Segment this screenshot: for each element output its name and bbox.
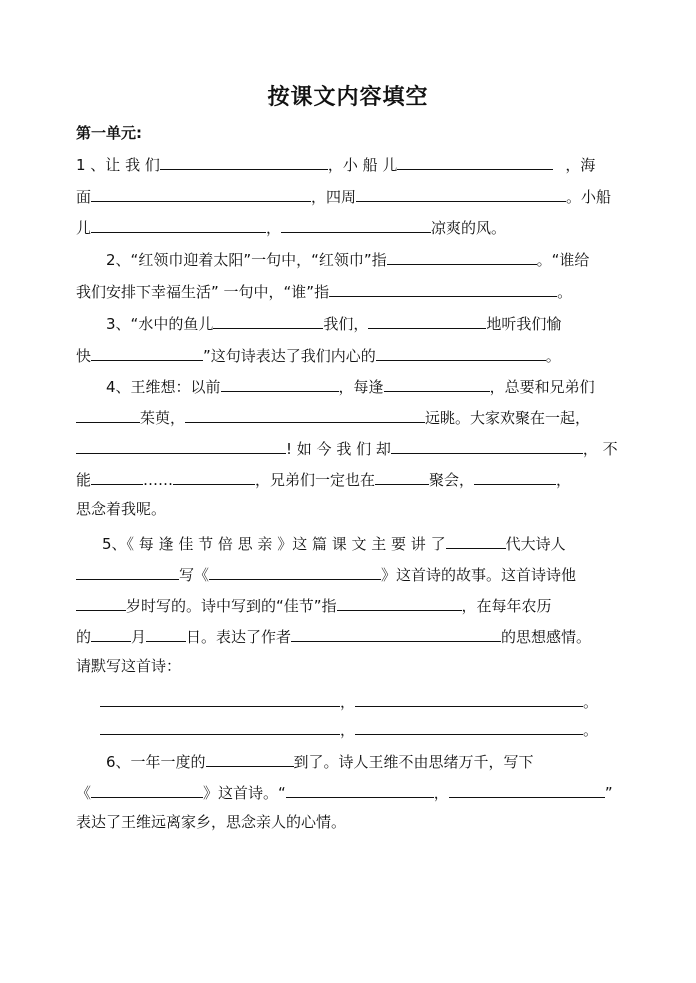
q4-line-2: 茱萸， 远眺。大家欢聚在一起，: [76, 405, 590, 427]
q5-line-2: 写《 》这首诗的故事。这首诗诗他: [76, 562, 576, 584]
q4-line-4: 能 …… ，兄弟们一定也在 聚会， ，: [76, 467, 571, 489]
blank[interactable]: [355, 717, 583, 735]
blank[interactable]: [173, 467, 255, 485]
blank[interactable]: [291, 624, 501, 642]
blank[interactable]: [368, 311, 486, 329]
blank[interactable]: [91, 467, 143, 485]
q6-line-1: 6、一年一度的 到了。诗人王维不由思绪万千，写下: [106, 749, 534, 771]
blank[interactable]: [91, 780, 203, 798]
blank[interactable]: [91, 184, 311, 202]
blank[interactable]: [446, 531, 506, 549]
blank[interactable]: [76, 562, 179, 580]
page-title: 按课文内容填空: [267, 84, 429, 110]
q5-line-3: 岁时写的。诗中写到的“佳节”指 ，在每年农历: [76, 593, 552, 615]
blank[interactable]: [100, 717, 340, 735]
blank[interactable]: [337, 593, 462, 611]
q5-line-4: 的 月 日。表达了作者 的思想感情。: [76, 624, 591, 646]
q6-line-2: 《 》这首诗。“ ， ”: [76, 780, 613, 802]
blank[interactable]: [474, 467, 556, 485]
blank[interactable]: [286, 780, 434, 798]
q4-line-3: ! 如 今 我 们 却 ， 不: [76, 436, 620, 458]
poem-line-2: ， 。: [100, 717, 598, 739]
blank[interactable]: [375, 467, 429, 485]
blank[interactable]: [76, 593, 126, 611]
q2-line-1: 2、“红领巾迎着太阳”一句中，“红领巾”指 。“谁给: [106, 247, 589, 269]
q5-line-1: 5、《 每 逢 佳 节 倍 思 亲 》这 篇 课 文 主 要 讲 了 代大诗人: [102, 531, 566, 553]
q3-line-1: 3、“水中的鱼儿 我们， 地听我们愉: [106, 311, 561, 333]
blank[interactable]: [91, 343, 203, 361]
blank[interactable]: [209, 562, 381, 580]
blank[interactable]: [391, 436, 583, 454]
q2-line-2: 我们安排下幸福生活” 一句中，“谁”指 。: [76, 279, 572, 301]
blank[interactable]: [329, 279, 557, 297]
q3-line-2: 快 ”这句诗表达了我们内心的 。: [76, 343, 561, 365]
q4-line-1: 4、王维想：以前 ，每逢 ，总要和兄弟们: [106, 374, 595, 396]
blank[interactable]: [387, 247, 537, 265]
q1-line-1: 1 、让 我 们 ，小 船 儿 ，海: [76, 152, 620, 174]
q5-line-5: 请默写这首诗：: [76, 657, 182, 675]
blank[interactable]: [100, 689, 340, 707]
blank[interactable]: [449, 780, 605, 798]
q1-line-2: 面 ，四周 。小船: [76, 184, 620, 206]
q4-line-5: 思念着我呢。: [76, 500, 167, 518]
blank[interactable]: [397, 152, 553, 170]
unit-heading: 第一单元:: [76, 124, 142, 142]
blank[interactable]: [221, 374, 339, 392]
q1-line-3: 儿 ， 凉爽的风。: [76, 215, 506, 237]
blank[interactable]: [376, 343, 546, 361]
blank[interactable]: [76, 405, 140, 423]
q6-line-3: 表达了王维远离家乡，思念亲人的心情。: [76, 813, 347, 831]
blank[interactable]: [185, 405, 425, 423]
poem-line-1: ， 。: [100, 689, 598, 711]
blank[interactable]: [91, 624, 131, 642]
blank[interactable]: [355, 689, 583, 707]
blank[interactable]: [146, 624, 186, 642]
blank[interactable]: [76, 436, 286, 454]
blank[interactable]: [91, 215, 266, 233]
blank[interactable]: [356, 184, 566, 202]
blank[interactable]: [281, 215, 431, 233]
blank[interactable]: [206, 749, 294, 767]
blank[interactable]: [160, 152, 328, 170]
blank[interactable]: [213, 311, 323, 329]
blank[interactable]: [384, 374, 490, 392]
